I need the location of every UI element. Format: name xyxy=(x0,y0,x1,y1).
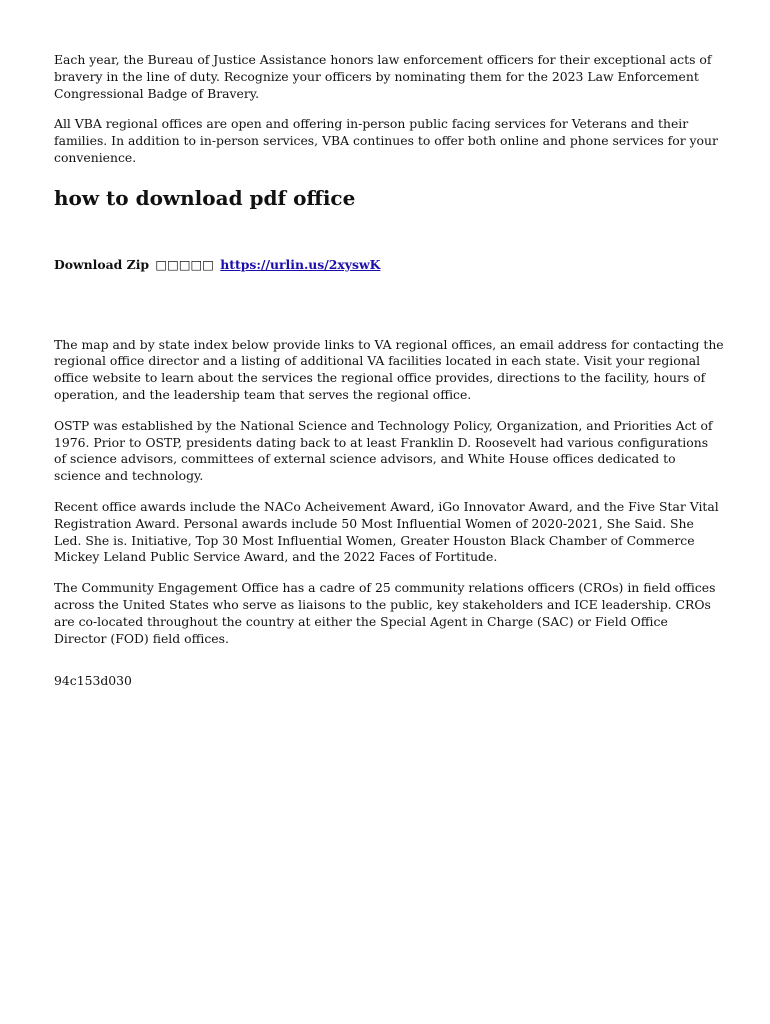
page-title: how to download pdf office xyxy=(54,185,356,210)
download-line xyxy=(54,257,724,274)
body-paragraph-community-engagement: The Community Engagement Office has a cadre of 25 community relations officers (CROs) in field offices across the United States who serve as liaisons to the public, key stakeholders and ICE leadership. CROs are co-located throughout the country at either the Special Agent in Charge (SAC) or Field Office Director (FOD) field offices. xyxy=(54,580,716,646)
intro-paragraph-bravery: Each year, the Bureau of Justice Assistance honors law enforcement officers for their exceptional acts of bravery in the line of duty. Recognize your officers by nominating them for the 2023 Law Enforcement Congressional Badge of Bravery. xyxy=(54,52,712,101)
intro-paragraph-vba: All VBA regional offices are open and offering in-person public facing services for Veterans and their families. In addition to in-person services, VBA continues to offer both online and phone services for your convenience. xyxy=(54,116,718,165)
download-link[interactable]: https://urlin.us/2xyswK xyxy=(220,256,381,272)
spacer xyxy=(54,274,724,337)
download-label: Download Zip xyxy=(54,256,150,272)
body-paragraph-awards: Recent office awards include the NACo Acheivement Award, iGo Innovator Award, and the Five Star Vital Registration Award. Personal awards include 50 Most Influential Women of 2020-2021, She Said. She Led. She is. Initiative, Top 30 Most Influential Women, Greater Houston Black Chamber of Commerce Mickey Leland Public Service Award, and the 2022 Faces of Fortitude. xyxy=(54,498,719,565)
placeholder-glyphs: □□□□□ xyxy=(155,256,214,272)
body-paragraph-va-offices: The map and by state index below provide links to VA regional offices, an email address for contacting the regional office director and a listing of additional VA facilities located in each state. Visit your regional office website to learn about the services the regional office provides, directions to the facility, hours of operation, and the leadership team that serves the regional office. xyxy=(54,336,724,402)
footer-code: 94c153d030 xyxy=(54,673,132,689)
document-page xyxy=(54,52,724,704)
body-paragraph-ostp: OSTP was established by the National Science and Technology Policy, Organization, and Priorities Act of 1976. Prior to OSTP, presidents dating back to at least Franklin D. Roosevelt had various configurations of science advisors, committees of external science advisors, and White House offices dedicated to science and technology. xyxy=(54,417,713,484)
